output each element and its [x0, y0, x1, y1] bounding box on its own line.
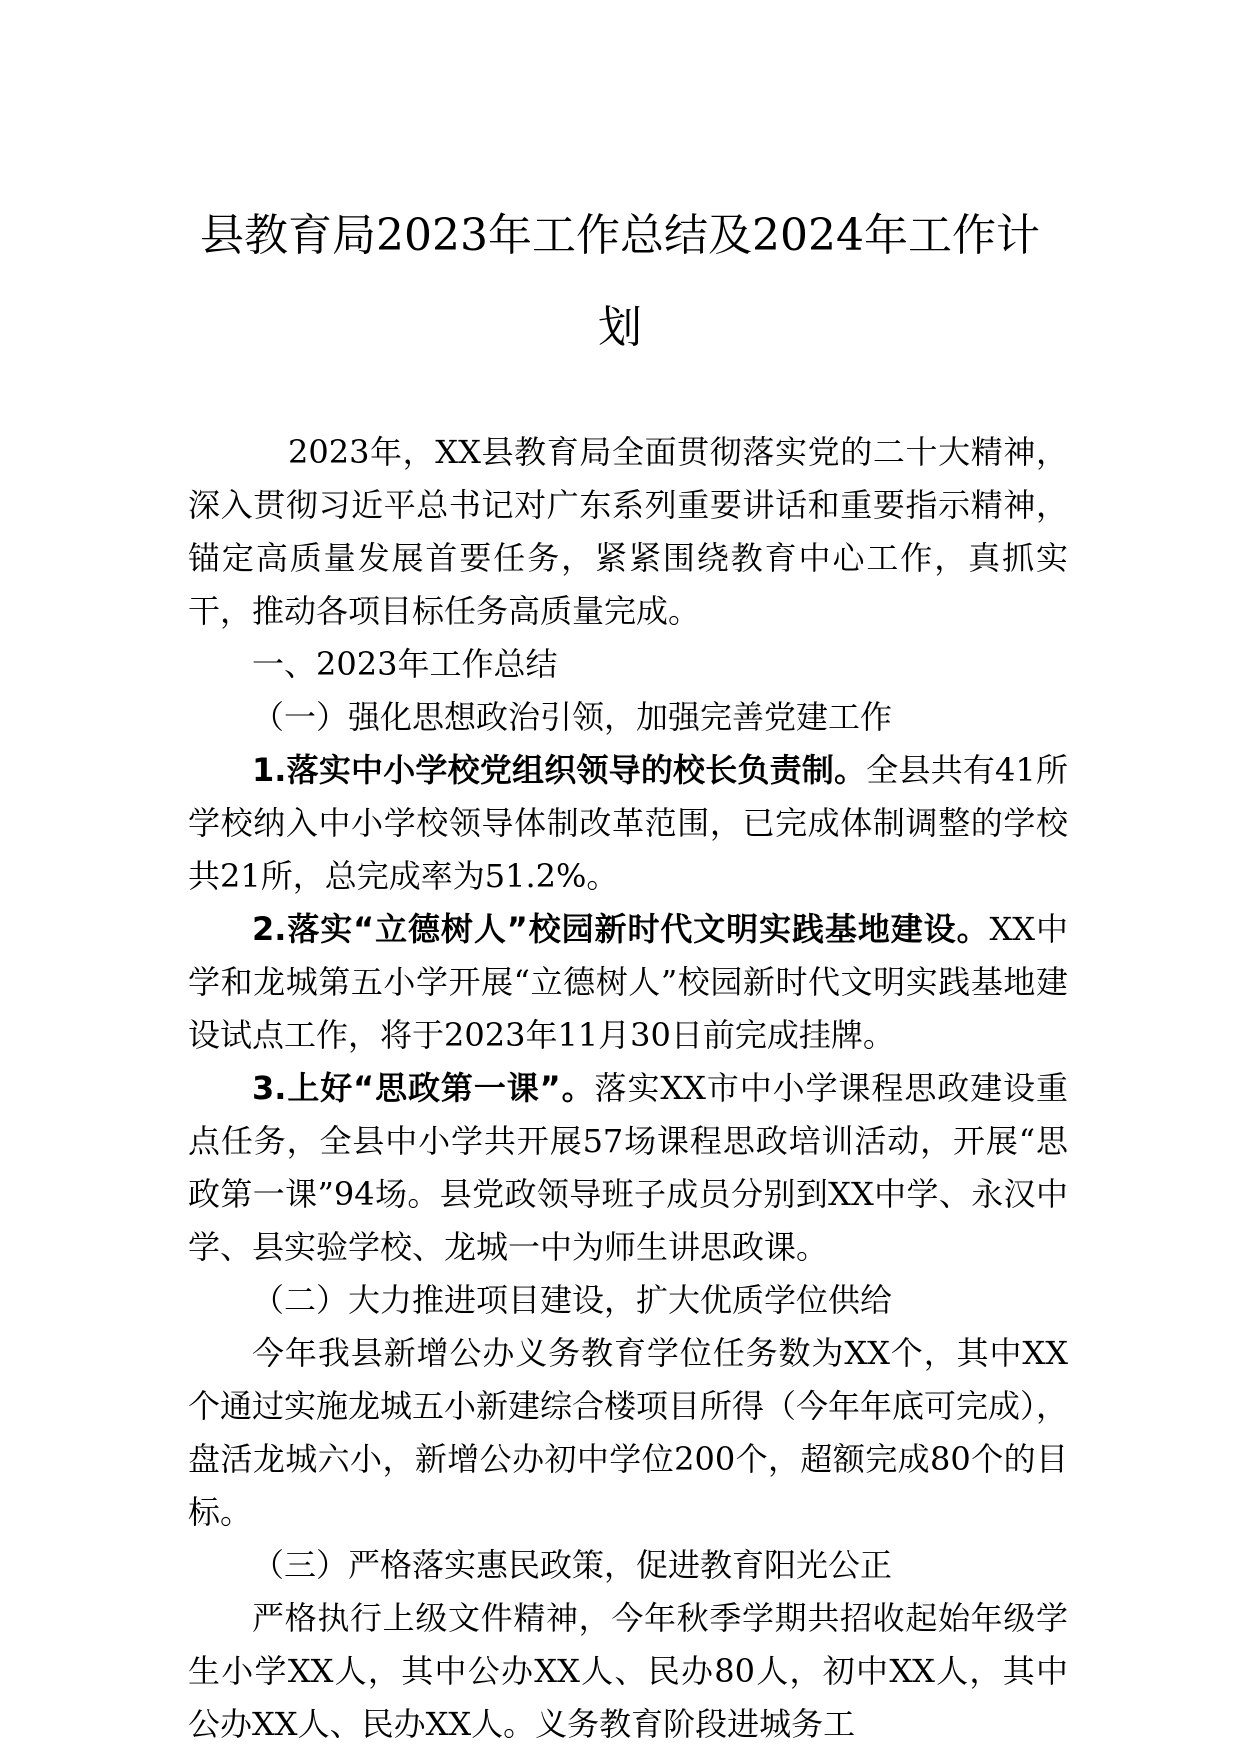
title-line-2: 划: [598, 302, 642, 353]
subsection-2-heading: （二）大力推进项目建设，扩大优质学位供给: [252, 1281, 893, 1319]
title-line-1: 县教育局2023年工作总结及2024年工作计: [200, 210, 1040, 261]
item-1-text: 全县共有41所学校纳入中小学校领导体制改革范围，已完成体制调整的学校共21所，总完成率为51.2%。: [188, 751, 1068, 895]
subsection-2-paragraph: 今年我县新增公办义务教育学位任务数为XX个，其中XX个通过实施龙城五小新建综合楼项目所得（今年年底可完成），盘活龙城六小，新增公办初中学位200个，超额完成80个的目标。: [188, 1334, 1069, 1531]
document-body: [188, 426, 1068, 1751]
item-1-paragraph: [188, 744, 1068, 903]
section-1-heading: 一、2023年工作总结: [252, 645, 558, 683]
subsection-3-paragraph: 严格执行上级文件精神，今年秋季学期共招收起始年级学生小学XX人，其中公办XX人、民办80人，初中XX人，其中公办XX人、民办XX人。义务教育阶段进城务工: [188, 1599, 1068, 1743]
document-title: [150, 190, 1090, 374]
subsection-1-heading: （一）强化思想政治引领，加强完善党建工作: [252, 698, 893, 736]
item-3-paragraph: [188, 1062, 1068, 1274]
subsection-3-heading: （三）严格落实惠民政策，促进教育阳光公正: [252, 1546, 893, 1584]
item-1-heading: 1.落实中小学校党组织领导的校长负责制。: [252, 751, 867, 789]
item-3-heading: 3.上好“思政第一课”。: [252, 1069, 595, 1107]
item-2-heading: 2.落实“立德树人”校园新时代文明实践基地建设。: [252, 910, 990, 948]
item-2-text: XX中学和龙城第五小学开展“立德树人”校园新时代文明实践基地建设试点工作，将于2023年11月30日前完成挂牌。: [188, 910, 1068, 1054]
item-3-text: 落实XX市中小学课程思政建设重点任务，全县中小学共开展57场课程思政培训活动，开展“思政第一课”94场。县党政领导班子成员分别到XX中学、永汉中学、县实验学校、龙城一中为师生讲思政课。: [188, 1069, 1068, 1266]
intro-paragraph: 2023年，XX县教育局全面贯彻落实党的二十大精神，深入贯彻习近平总书记对广东系列重要讲话和重要指示精神，锚定高质量发展首要任务，紧紧围绕教育中心工作，真抓实干，推动各项目标任务高质量完成。: [188, 433, 1068, 630]
item-2-paragraph: [188, 903, 1068, 1062]
